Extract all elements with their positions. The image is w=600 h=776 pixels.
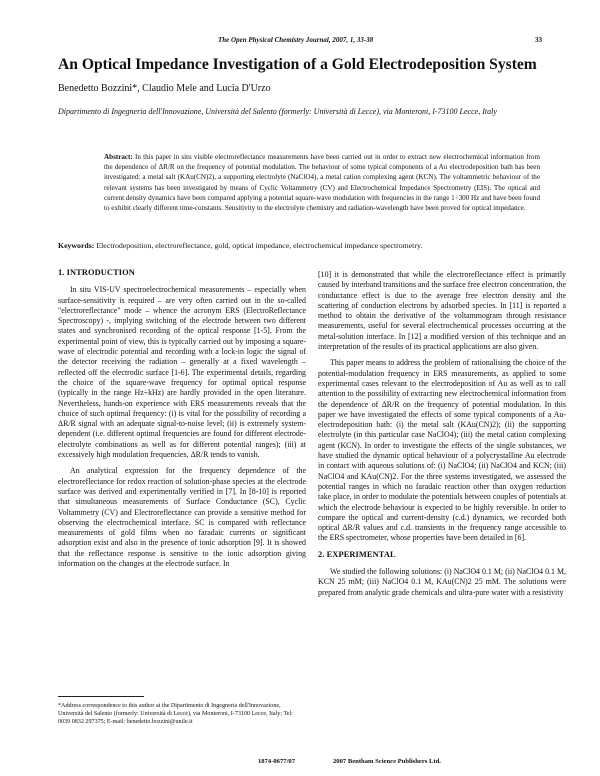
footnote [58, 696, 306, 726]
page-number: 33 [535, 36, 542, 44]
author-list: Benedetto Bozzini*, Claudio Mele and Lucia D'Urzo [58, 83, 271, 94]
paper-title: An Optical Impedance Investigation of a Gold Electrodeposition System [58, 56, 537, 73]
left-column [58, 268, 306, 575]
issn: 1874-0677/07 [258, 758, 295, 765]
keywords [58, 241, 560, 250]
running-header [58, 36, 542, 48]
keywords-label: Keywords: [58, 241, 95, 250]
right-column [318, 270, 566, 604]
publisher: 2007 Bentham Science Publishers Ltd. [333, 758, 441, 765]
abstract [104, 152, 540, 213]
page-footer [58, 758, 542, 768]
section-heading-introduction: 1. INTRODUCTION [58, 268, 135, 277]
footnote-rule [58, 696, 144, 697]
section-heading-experimental: 2. EXPERIMENTAL [318, 549, 396, 559]
journal-citation: The Open Physical Chemistry Journal, 2007, 1, 33-38 [218, 36, 374, 44]
intro-paragraph-2: An analytical expression for the frequency dependence of the electroreflectance for redox reaction of solution-phase species at the electrode surface was derived and experimentally verified in [7]. In [8-10] is reported that simultaneous measurements of Surface Conductance (SC), Cyclic Voltammetry (CV) and Electroreflectance can provide a sensitive method for observing the electrochemical interface. SC is compared with reflectance measurements of gold films when no faradaic currents or significant adsorption exist and also in the presence of ionic adsorption [9]. It is showed that the reflectance response is sensitive to the ionic adsorption giving information on the changes at the electrode surface. In [58, 466, 306, 569]
intro-paragraph-4: This paper means to address the problem of rationalising the choice of the potential-modulation frequency in ERS measurements, as applied to some experimental cases relevant to the electrodeposition of Au as well as to call attention to the possibility of extracting new electrochemical information from the dependence of ΔR/R on the frequency of potential modulation. In this paper we have investigated the effects of some typical components of a Au-electrodeposition bath: (i) the metal salt (KAu(CN)2); (ii) the supporting electrolyte (in this particular case NaClO4); (iii) the metal cation complexing agent (KCN). In order to investigate the effects of the single substances, we have studied the dynamic optical behaviour of a polycrystalline Au electrode in contact with aqueous solutions of: (i) NaClO4; (ii) NaClO4 and KCN; (iii) NaClO4 and KAu(CN)2. For the three systems investigated, we assessed the potential ranges in which no faradaic reaction other than oxygen reduction take place, in order to modulate the potentials between couples of potentials at which the electrode behaviour is expected to be highly reversible. In order to compare the optical and current-density (c.d.) dynamics, we recorded both optical ΔR/R values and c.d. transients in the frequency range accessible to the ERS spectrometer, whose properties have been detailed in [6]. [318, 358, 566, 543]
footnote-text: *Address correspondence to this author at the Dipartimento di Ingegneria dell'Innovazione, Università del Salento (formerly: Università di Lecce), via Monteroni, I-73100 Lecce, Italy; Tel: 0039 0832 297375; E-mail: benedetto.bozzini@unile.it [58, 703, 293, 725]
experimental-paragraph-1: We studied the following solutions: (i) NaClO4 0.1 M; (ii) NaClO4 0.1 M, KCN 25 mM; (iii) NaClO4 0.1 M, KAu(CN)2 25 mM. The solutions were prepared from analytic grade chemicals and ultra-pure water with a resistivity [318, 567, 566, 597]
intro-paragraph-1: In situ VIS-UV spectroelectrochemical measurements – especially when surface-sensitivity is required – are very often carried out in the so-called "electroreflectance" mode – whence the acronym ERS (ElectroReflectance Spectroscopy) -, implying switching of the electrode between two different states and synchronised recording of the optical response [1-5]. From the experimental point of view, this is typically carried out by imposing a square-wave of electrodic potential and recording with a lock-in logic the signal of the detector receiving the radiation – generally at a fixed wavelength – reflected off the electrodic surface [1-6]. The experimental details, regarding the choice of the square-wave frequency for optimal optical response (typically in the range Hz÷kHz) are hardly provided in the open literature. Nevertheless, hands-on experience with ERS measurements reveals that the choice of such optimal frequency: (i) is vital for the possibility of recording a ΔR/R signal with an adequate signal-to-noise level; (ii) is extremely system-dependent (i.e. different optimal frequencies are found for different electrode-electrolyte combinations as well as for different potential ranges); (iii) at excessively high modulation frequencies, ΔR/R tends to vanish. [58, 285, 306, 460]
abstract-text: In this paper in situ visible electroreflectance measurements have been carried out in order to extract new electrochemical information from the dependence of ΔR/R on the frequency of potential modulation. The behaviour of some typical components of a Au electrodeposition bath has been investigated: a metal salt (KAu(CN)2), a supporting electrolyte (NaClO4), a metal cation complexing agent (KCN). The voltammetric behaviour of the relevant systems has been investigated by means of Cyclic Voltammetry (CV) and Electrochemical Impedance Spectrometry (EIS). The optical and current density dynamics have been compared applying a potential square-wave modulation with frequencies in the range 1÷300 Hz and have been found to exhibit clearly different time-constants. Sensitivity to the electrolyte chemistry and radiation-wavelength have been proved for optical impedance. [104, 153, 540, 213]
intro-paragraph-3: [10] it is demonstrated that while the electroreflectance effect is primarily caused by interband transitions and the surface free electron concentration, the conductance effect is due to the average free electron density and the scattering of conduction electrons by adsorbed species. In [11] is reported a method to obtain the derivative of the voltammogram through resistance measurements, useful for several electrochemical processes occurring at the metal-solution interface. In [12] a modified version of this technique and an interpretation of the results of its practical applications are also given. [318, 270, 566, 352]
keywords-text: Electrodeposition, electroreflectance, gold, optical impedance, electrochemical impedance spectrometry. [96, 241, 423, 250]
abstract-label: Abstract: [104, 153, 133, 161]
affiliation: Dipartimento di Ingegneria dell'Innovazione, Università del Salento (formerly: Università di Lecce), via Monteroni, I-73100 Lecce, Italy [58, 107, 497, 116]
